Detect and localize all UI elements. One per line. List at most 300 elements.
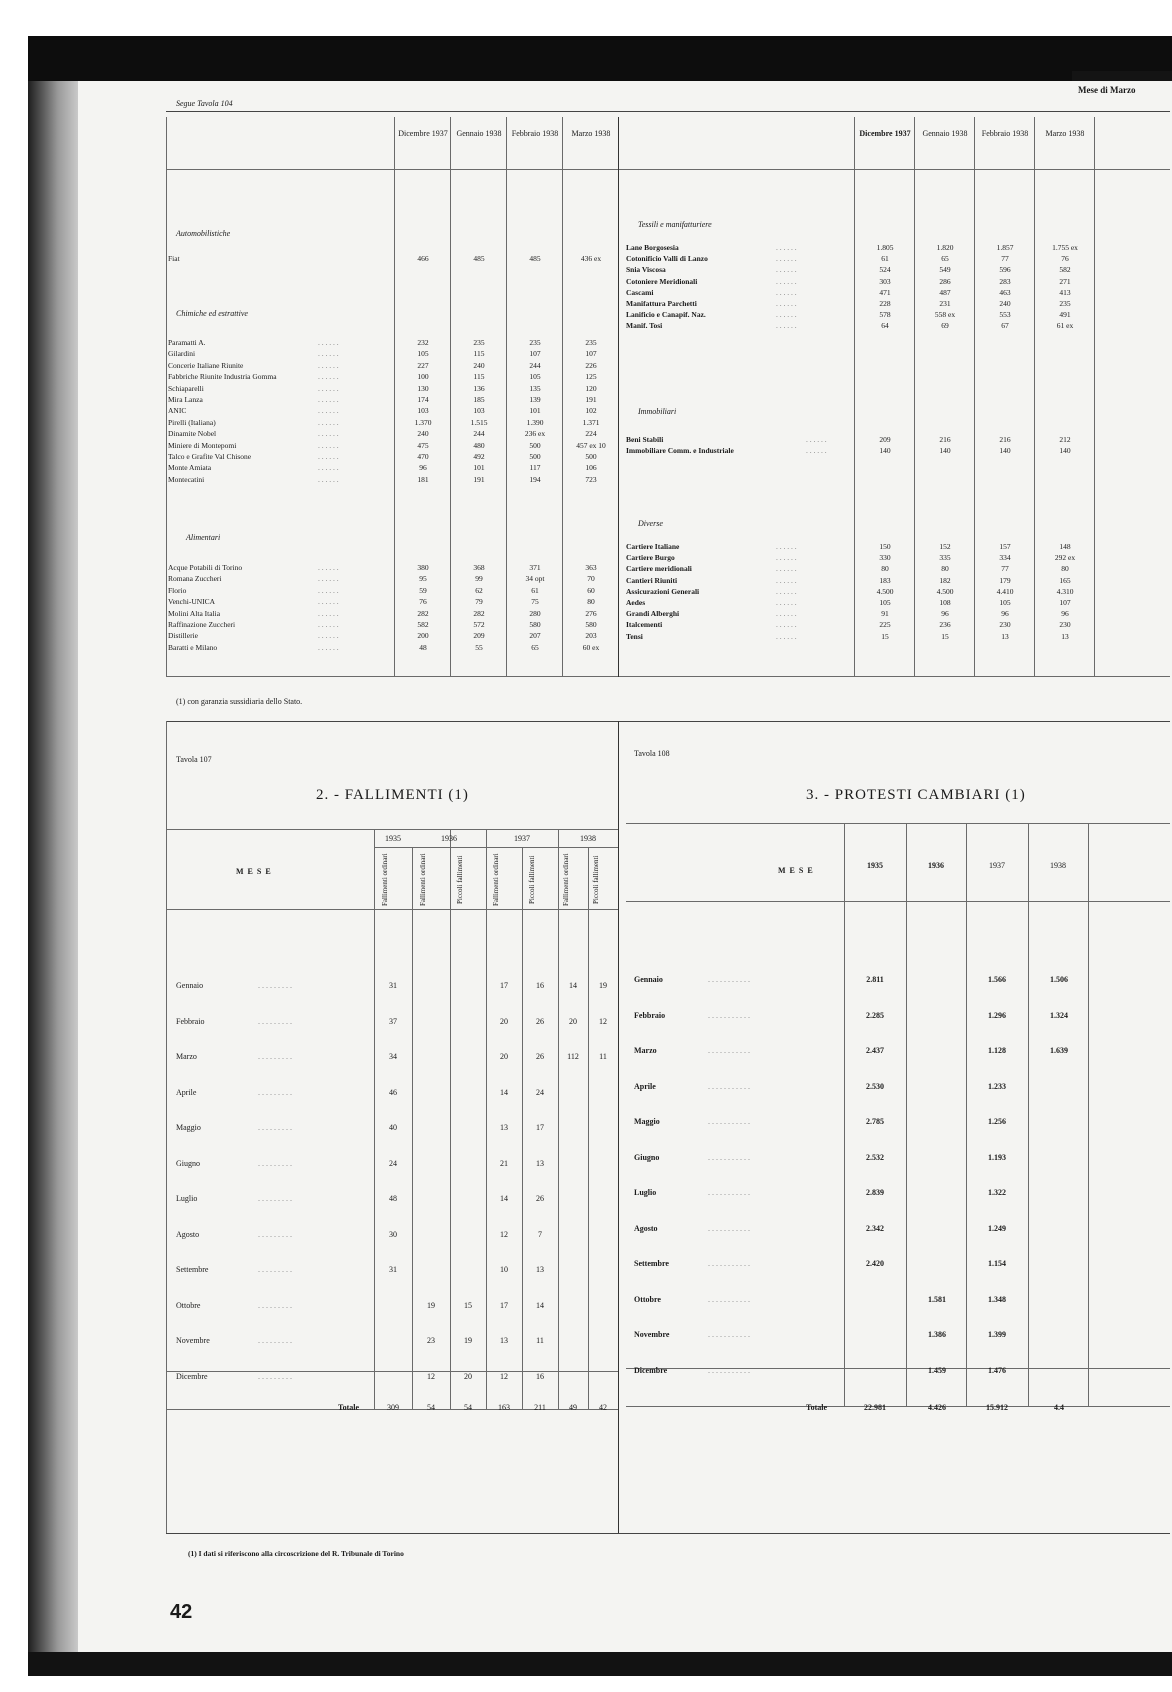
prot-cell: 2.811 [866,975,884,984]
cell: 183 [879,575,891,585]
cell: 303 [879,276,891,286]
prot-month: Giugno [634,1152,660,1162]
prot-month: Ottobre [634,1294,661,1304]
prot-month: Luglio [634,1188,657,1197]
leader-dots: . . . . . . [776,631,797,641]
fall-month: Febbraio [176,1016,205,1026]
prot-cell: 1.256 [988,1117,1006,1126]
row-label: Snia Viscosa [626,265,666,275]
tl-col-feb: Febbraio 1938 [511,129,559,138]
row-label: Cartiere Italiane [626,542,680,551]
fall-cell: 48 [389,1194,397,1203]
fall-cell: 13 [536,1265,544,1274]
cell: 485 [529,254,541,263]
prot-cell: 1.639 [1050,1046,1068,1055]
cell: 60 [587,585,595,595]
prot-cell: 2.530 [866,1081,884,1091]
prot-cell: 2.342 [866,1223,884,1233]
cell: 558 ex [934,310,956,320]
fall-cell: 23 [427,1336,435,1345]
tavola-107: Tavola 107 [176,755,212,764]
prot-total-cell: 4.4 [1054,1403,1064,1412]
row-label: Montecatini [168,474,205,484]
row-label: Grandi Alberghi [626,609,680,619]
cell: 1.390 [526,417,544,427]
cell: 553 [999,310,1011,320]
prot-month: Gennaio [634,975,663,984]
fall-year-1936: 1936 [441,834,457,843]
cell: 140 [879,446,891,456]
leader-dots: . . . . . . . . . [258,1300,292,1310]
fall-cell: 112 [567,1052,579,1061]
cell: 106 [585,463,597,473]
cell: 62 [475,585,483,595]
leader-dots: . . . . . . [318,417,339,427]
row-label: Mira Lanza [168,395,203,404]
section-immobiliari: Immobiliari [638,407,677,416]
fall-sub-1937-picc: Piccoli fallimenti [528,855,536,905]
prot-cell: 2.532 [866,1152,884,1162]
cell: 120 [585,383,597,393]
cell: 59 [419,585,427,595]
scan-top-edge [28,36,1072,81]
row-label: Lanificio e Canapif. Naz. [626,310,706,320]
mid-rule [166,721,1170,722]
tr-col-gen: Gennaio 1938 [922,129,968,138]
leader-dots: . . . . . . [776,310,797,320]
prot-month: Maggio [634,1117,660,1126]
leader-dots: . . . . . . [776,586,797,596]
cell: 77 [1001,564,1009,574]
cell: 65 [941,254,949,264]
cell: 80 [1061,564,1069,574]
cell: 236 ex [524,429,546,439]
leader-dots: . . . . . . . . . [258,1194,292,1203]
fall-month: Novembre [176,1336,210,1345]
fall-cell: 46 [389,1087,397,1097]
cell: 61 [531,585,539,595]
fall-sub-1938-picc: Piccoli fallimenti [592,855,600,905]
cell: 491 [1059,310,1071,320]
cell: 271 [1059,276,1071,286]
row-label: Cartiere meridionali [626,564,692,574]
row-label: Florio [168,585,187,595]
footnote-bottom: (1) I dati si riferiscono alla circoscrizione del R. Tribunale di Torino [188,1549,404,1558]
cell: 4.410 [996,586,1014,596]
row-label: Manifattura Parchetti [626,299,697,308]
leader-dots: . . . . . . [318,463,339,473]
prot-month: Marzo [634,1046,657,1055]
cell: 500 [529,452,541,461]
cell: 582 [417,620,429,629]
cell: 480 [473,440,485,450]
cell: 96 [1001,609,1009,619]
prot-cell: 1.128 [988,1046,1006,1055]
prot-cell: 2.420 [866,1259,884,1268]
cell: 230 [999,620,1011,630]
fall-cell: 12 [427,1371,435,1381]
leader-dots: . . . . . . . . . [258,1016,292,1026]
cell: 107 [585,349,597,359]
cell: 500 [585,452,597,461]
section-chimiche: Chimiche ed estrattive [176,309,248,318]
leader-dots: . . . . . . [318,395,339,404]
cell: 207 [529,631,541,641]
cell: 165 [1059,575,1071,585]
cell: 276 [585,608,597,618]
document-page [78,81,1172,1652]
leader-dots: . . . . . . . . . . . [708,1330,750,1339]
fall-cell: 13 [500,1123,508,1132]
fall-cell: 19 [464,1336,472,1345]
prot-cell: 1.506 [1050,975,1068,984]
leader-dots: . . . . . . [776,254,797,264]
prot-year-1937: 1937 [989,861,1005,870]
cell: 457 ex 10 [576,440,606,450]
cell: 240 [417,429,429,439]
row-label: Acque Potabili di Torino [168,563,243,572]
tr-col-mar: Marzo 1938 [1045,129,1085,138]
cell: 148 [1059,542,1071,551]
cell: 596 [999,265,1011,275]
section-alimentari: Alimentari [186,533,221,542]
row-label: ANIC [168,406,187,416]
row-label: Immobiliare Comm. e Industriale [626,446,734,456]
center-divider [618,721,619,1533]
fall-cell: 17 [500,1300,508,1310]
tavola-108: Tavola 108 [634,749,670,758]
row-label: Gilardini [168,349,196,359]
cell: 549 [939,265,951,275]
fall-cell: 24 [389,1158,397,1168]
leader-dots: . . . . . . [318,360,339,370]
fall-total-cell: 42 [599,1403,607,1412]
cell: 15 [881,631,889,641]
section-tessili: Tessili e manifatturiere [638,220,712,229]
fall-month: Ottobre [176,1300,201,1310]
fall-month: Agosto [176,1229,200,1239]
prot-cell: 1.233 [988,1081,1006,1091]
leader-dots: . . . . . . [318,452,339,461]
cell: 471 [879,287,891,297]
cell: 61 [881,254,889,264]
fall-cell: 20 [500,1016,508,1026]
cell: 240 [473,360,485,370]
cell: 227 [417,360,429,370]
cell: 368 [473,563,485,572]
cell: 1.370 [414,417,432,427]
fall-total-cell: 54 [427,1403,435,1412]
cell: 140 [1059,446,1071,456]
row-label: Cantieri Riuniti [626,575,678,585]
leader-dots: . . . . . . [806,435,827,444]
prot-cell: 2.437 [866,1046,884,1055]
cell: 105 [999,598,1011,607]
cell: 380 [417,563,429,572]
leader-dots: . . . . . . . . . . . [708,1046,750,1055]
leader-dots: . . . . . . [318,642,339,652]
leader-dots: . . . . . . . . . [258,1229,292,1239]
leader-dots: . . . . . . . . . [258,1371,292,1381]
leader-dots: . . . . . . [318,338,339,347]
leader-dots: . . . . . . [776,553,797,563]
cell: 4.500 [936,586,954,596]
leader-dots: . . . . . . [318,631,339,641]
leader-dots: . . . . . . [776,287,797,297]
prot-cell: 1.386 [928,1330,946,1339]
fall-cell: 14 [536,1300,544,1310]
row-label: Distillerie [168,631,198,641]
fall-cell: 19 [599,981,607,990]
cell: 235 [529,338,541,347]
prot-cell: 1.348 [988,1294,1006,1304]
cell: 157 [999,542,1011,551]
fall-cell: 20 [464,1371,472,1381]
leader-dots: . . . . . . [776,542,797,551]
tr-col-dic: Dicembre 1937 [859,129,911,138]
cell: 334 [999,553,1011,563]
fall-cell: 19 [427,1300,435,1310]
cell: 436 ex [580,254,602,263]
cell: 105 [417,349,429,359]
leader-dots: . . . . . . [318,597,339,607]
cell: 330 [879,553,891,563]
header-rule [166,111,1170,112]
fall-cell: 31 [389,981,397,990]
fall-cell: 20 [500,1052,508,1061]
row-label: Cotonificio Valli di Lanzo [626,254,708,264]
cell: 230 [1059,620,1071,630]
prot-year-1936: 1936 [928,861,944,870]
cell: 105 [529,372,541,382]
cell: 107 [529,349,541,359]
leader-dots: . . . . . . [776,243,797,252]
leader-dots: . . . . . . [776,620,797,630]
fall-cell: 15 [464,1300,472,1310]
fall-month: Maggio [176,1123,201,1132]
cell: 578 [879,310,891,320]
cell: 4.500 [876,586,894,596]
cell: 125 [585,372,597,382]
cell: 100 [417,372,429,382]
row-label: Lane Borgosesia [626,243,679,252]
leader-dots: . . . . . . [318,406,339,416]
leader-dots: . . . . . . . . . [258,1265,292,1274]
cell: 500 [529,440,541,450]
prot-cell: 1.249 [988,1223,1006,1233]
prot-month: Agosto [634,1223,658,1233]
leader-dots: . . . . . . [776,598,797,607]
prot-year-1938: 1938 [1050,861,1066,870]
leader-dots: . . . . . . [776,299,797,308]
fall-cell: 14 [569,981,577,990]
fall-cell: 13 [536,1158,544,1168]
cell: 232 [417,338,429,347]
cell: 335 [939,553,951,563]
cell: 463 [999,287,1011,297]
cell: 487 [939,287,951,297]
fall-cell: 31 [389,1265,397,1274]
bottom-rule [166,1533,1170,1534]
row-label: Manif. Tosi [626,321,663,331]
row-label: Romana Zuccheri [168,574,222,584]
row-label: Schiaparelli [168,383,204,393]
row-label: Paramatti A. [168,338,206,347]
row-label: Fabbriche Riunite Industria Gomma [168,372,277,382]
cell: 470 [417,452,429,461]
cell: 524 [879,265,891,275]
fall-cell: 26 [536,1016,544,1026]
leader-dots: . . . . . . . . . . . [708,1223,750,1233]
prot-cell: 2.839 [866,1188,884,1197]
fall-cell: 16 [536,981,544,990]
row-label: Molini Alta Italia [168,608,221,618]
row-label: Baratti e Milano [168,642,218,652]
cell: 283 [999,276,1011,286]
fall-year-1938: 1938 [580,834,596,843]
cell: 60 ex [582,642,600,652]
cell: 371 [529,563,541,572]
fall-month: Marzo [176,1052,197,1061]
cell: 152 [939,542,951,551]
cell: 80 [587,597,595,607]
fall-total-cell: 54 [464,1403,472,1412]
fall-sub-1935-ord: Fallimenti ordinari [381,853,389,907]
prot-cell: 1.581 [928,1294,946,1304]
prot-cell: 1.459 [928,1365,946,1375]
cell: 117 [529,463,541,473]
leader-dots: . . . . . . [318,349,339,359]
fall-cell: 14 [500,1087,508,1097]
cell: 723 [585,474,597,484]
leader-dots: . . . . . . . . . . . [708,975,750,984]
leader-dots: . . . . . . [318,563,339,572]
fall-sub-1938-ord: Fallimenti ordinari [562,853,570,907]
cell: 140 [939,446,951,456]
leader-dots: . . . . . . [776,564,797,574]
cell: 212 [1059,435,1071,444]
cell: 244 [473,429,485,439]
prot-mese-label: M E S E [778,866,814,875]
cell: 1.857 [996,243,1014,252]
prot-year-1935: 1935 [867,861,883,870]
prot-cell: 1.399 [988,1330,1006,1339]
cell: 492 [473,452,485,461]
row-label: Aedes [626,598,646,607]
leader-dots: . . . . . . . . . . . [708,1188,750,1197]
fall-cell: 30 [389,1229,397,1239]
fall-sub-1936-ord: Fallimenti ordinari [419,853,427,907]
scan-bottom-edge [28,1652,1172,1676]
fall-total-cell: 49 [569,1403,577,1412]
fall-total-cell: 309 [387,1403,399,1412]
protesti-title: 3. - PROTESTI CAMBIARI (1) [806,787,1026,803]
prot-cell: 1.193 [988,1152,1006,1162]
leader-dots: . . . . . . . . . . . [708,1259,750,1268]
cell: 115 [473,372,485,382]
leader-dots: . . . . . . [318,608,339,618]
footnote-top: (1) con garanzia sussidiaria dello Stato. [176,697,303,706]
fall-month: Settembre [176,1265,209,1274]
cell: 102 [585,406,597,416]
cell: 1.820 [936,243,954,252]
cell: 135 [529,383,541,393]
header-left: Segue Tavola 104 [176,99,233,108]
cell: 235 [473,338,485,347]
leader-dots: . . . . . . . . . [258,1087,292,1097]
fall-cell: 12 [500,1229,508,1239]
cell: 80 [881,564,889,574]
cell: 76 [419,597,427,607]
fall-sub-1937-ord: Fallimenti ordinari [492,853,500,907]
prot-total-label: Totale [806,1403,828,1412]
cell: 292 ex [1054,553,1076,563]
tr-col-feb: Febbraio 1938 [981,129,1029,138]
fall-total-label: Totale [338,1403,360,1412]
page-number: 42 [170,1601,193,1623]
row-fiat: Fiat [168,254,180,263]
cell: 216 [939,435,951,444]
fall-month: Giugno [176,1158,200,1168]
cell: 485 [473,254,485,263]
leader-dots: . . . . . . . . . . . [708,1365,750,1375]
cell: 182 [939,575,951,585]
fall-cell: 24 [536,1087,544,1097]
fall-cell: 40 [389,1123,397,1132]
prot-month: Dicembre [634,1365,668,1375]
fall-cell: 37 [389,1016,397,1026]
leader-dots: . . . . . . . . . [258,1158,292,1168]
fall-month: Luglio [176,1194,198,1203]
cell: 103 [473,406,485,416]
prot-month: Settembre [634,1259,669,1268]
fall-cell: 13 [500,1336,508,1345]
cell: 224 [585,429,597,439]
fall-cell: 10 [500,1265,508,1274]
row-label: Concerie Italiane Riunite [168,360,244,370]
prot-cell: 1.296 [988,1010,1006,1020]
fall-cell: 11 [599,1052,607,1061]
row-label: Pirelli (Italiana) [168,417,216,427]
fall-month: Dicembre [176,1371,208,1381]
cell: 582 [1059,265,1071,275]
row-label: Monte Amiata [168,463,212,473]
cell: 103 [417,406,429,416]
cell: 139 [529,395,541,404]
cell: 96 [941,609,949,619]
fall-cell: 12 [599,1016,607,1026]
cell: 140 [999,446,1011,456]
cell: 67 [1001,321,1009,331]
row-label: Italcementi [626,620,663,630]
leader-dots: . . . . . . [318,440,339,450]
cell: 115 [473,349,485,359]
cell: 1.805 [876,243,894,252]
cell: 181 [417,474,429,484]
cell: 13 [1061,631,1069,641]
cell: 191 [473,474,485,484]
cell: 95 [419,574,427,584]
cell: 13 [1001,631,1009,641]
cell: 466 [417,254,429,263]
prot-cell: 1.566 [988,975,1006,984]
cell: 235 [585,338,597,347]
fall-cell: 16 [536,1371,544,1381]
tl-col-gen: Gennaio 1938 [456,129,502,138]
cell: 286 [939,276,951,286]
fall-cell: 21 [500,1158,508,1168]
cell: 69 [941,321,949,331]
